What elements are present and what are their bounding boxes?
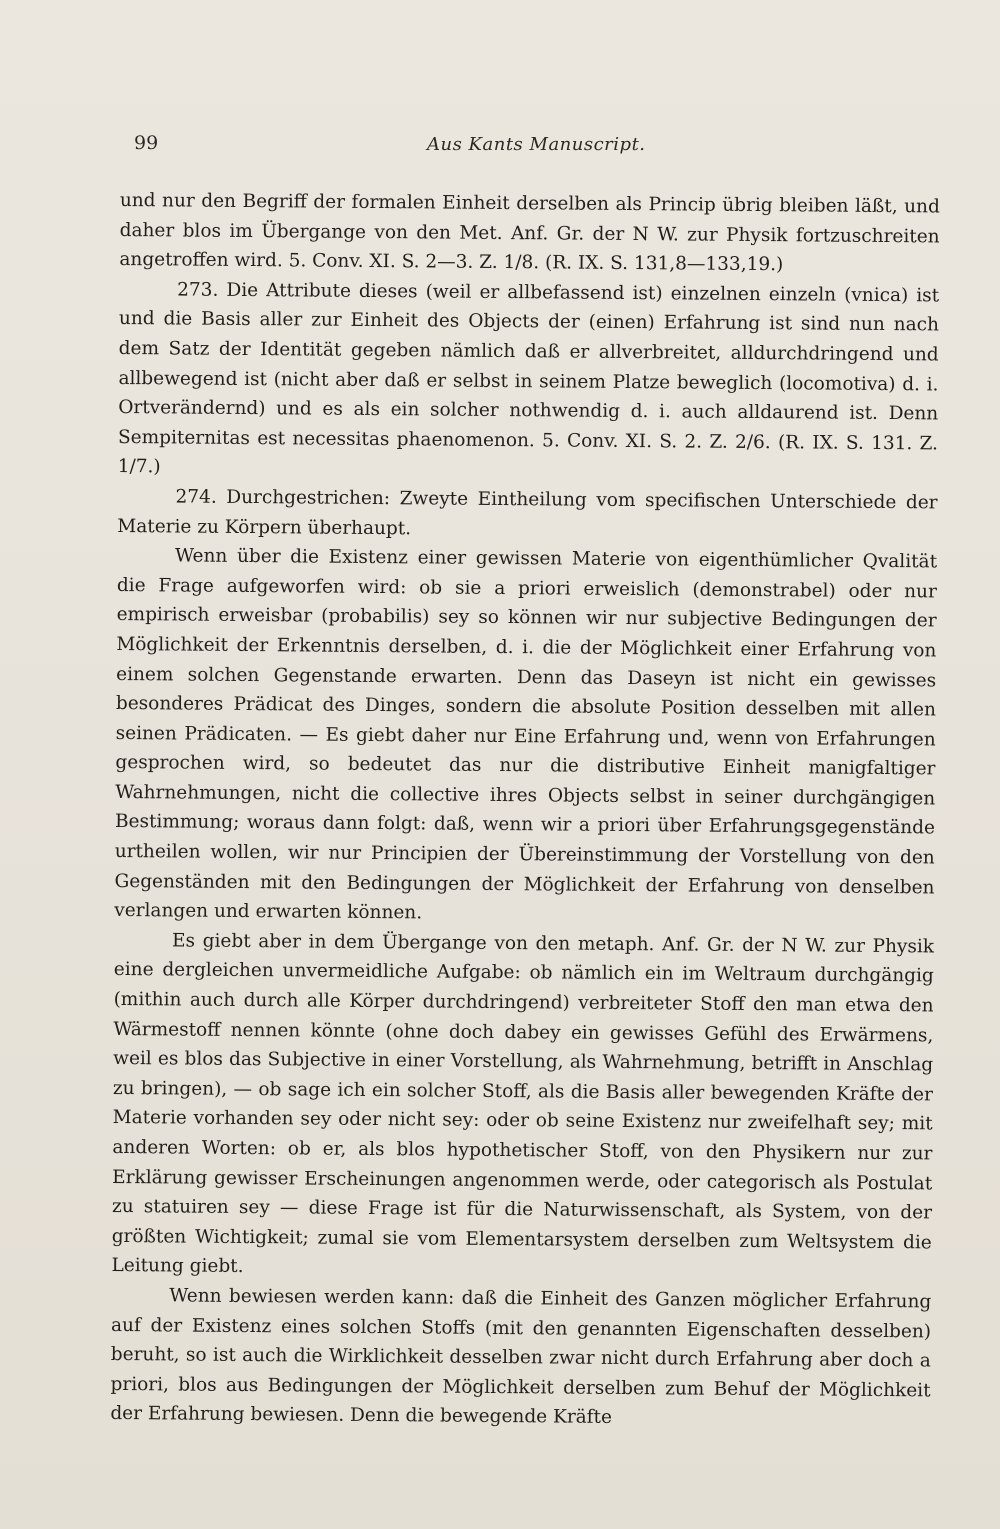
body-text bbox=[110, 186, 940, 1435]
page-number: 99 bbox=[134, 132, 159, 154]
running-title: Aus Kants Manuscript. bbox=[427, 134, 646, 155]
paragraph-273: 273. Die Attribute dieses (weil er allbefassend ist) einzelnen einzeln (vnica) ist und die Basis aller zur Einheit des Objects der (einen) Erfahrung ist sind nun nach dem Satz der Identität gegeben nämlich daß er allverbreitet, alldurchdringend und allbewegend ist (nicht aber daß er selbst in seinem Platze beweglich (locomotiva) d. i. Ortverändernd) und es als ein solcher nothwendig d. i. auch alldaurend ist. Denn Sempiternitas est necessitas phaenomenon. 5. Conv. XI. S. 2. Z. 2/6. (R. IX. S. 131. Z. 1/7.) bbox=[117, 279, 940, 478]
paragraph-continuation: und nur den Begriff der formalen Einheit derselben als Princip übrig bleiben läßt, und daher blos im Übergange von den Met. Anf. Gr. der N W. zur Physik fortzuschreiten angetroffen wird. 5. Conv. XI. S. 2—3. Z. 1/8. (R. IX. S. 131,8—133,19.) bbox=[119, 189, 940, 276]
page-header bbox=[134, 132, 934, 172]
paragraph-waermestoff: Es giebt aber in dem Übergange von den metaph. Anf. Gr. der N W. zur Physik eine dergleichen unvermeidliche Aufgabe: ob nämlich ein im Weltraum durchgängig (mithin auch durch alle Körper durchdringend) verbreiteter Stoff den man etwa den Wärmestoff nennen könnte (ohne doch dabey ein gewisses Gefühl des Erwärmens, weil es blos das Subjective in einer Vorstellung, als Wahrnehmung, betrifft in Anschlag zu bringen), — ob sage ich ein solcher Stoff, als die Basis aller bewegenden Kräfte der Materie vorhanden sey oder nicht sey: oder ob seine Existenz nur zweifelhaft sey; mit anderen Worten: ob er, als blos hypothetischer Stoff, von den Physikern nur zur Erklärung gewisser Erscheinungen angenommen werde, oder categorisch als Postulat zu statuiren sey — diese Frage ist für die Naturwissenschaft, als System, von der größten Wichtigkeit; zumal sie vom Elementarsystem derselben zum Weltsystem die Leitung giebt. bbox=[111, 930, 935, 1278]
paragraph-274: 274. Durchgestrichen: Zweyte Eintheilung vom specifischen Unterschiede der Materie zu Körpern überhaupt. bbox=[117, 486, 938, 539]
paragraph-proof: Wenn bewiesen werden kann: daß die Einheit des Ganzen möglicher Erfahrung auf der Existenz eines solchen Stoffs (mit den genannten Eigenschaften desselben) beruht, so ist auch die Wirklichkeit desselben zwar nicht durch Erfahrung aber doch a priori, blos aus Bedingungen der Möglichkeit derselben zum Behuf der Möglichkeit der Erfahrung bewiesen. Denn die bewegende Kräfte bbox=[110, 1285, 932, 1429]
paragraph-existence-question: Wenn über die Existenz einer gewissen Materie von eigenthümlicher Qvalität die Frage aufgeworfen wird: ob sie a priori erweislich (demonstrabel) oder nur empirisch erweisbar (probabilis) sey so können wir nur subjective Bedingungen der Möglichkeit der Erkenntnis derselben, d. i. die der Möglichkeit einer Erfahrung von einem solchen Gegenstande erwarten. Denn das Daseyn ist nicht ein gewisses besonderes Prädicat des Dinges, sondern die absolute Position desselben mit allen seinen Prädicaten. — Es giebt daher nur Eine Erfahrung und, wenn von Erfahrungen gesprochen wird, so bedeutet das nur die distributive Einheit manigfaltiger Wahrnehmungen, nicht die collective ihres Objects selbst in seiner durchgängigen Bestimmung; woraus dann folgt: daß, wenn wir a priori über Erfahrungsgegenstände urtheilen wollen, wir nur Principien der Übereinstimmung der Vorstellung von den Gegenständen mit den Bedingungen der Möglichkeit der Erfahrung von denselben verlangen und erwarten können. bbox=[114, 545, 938, 924]
